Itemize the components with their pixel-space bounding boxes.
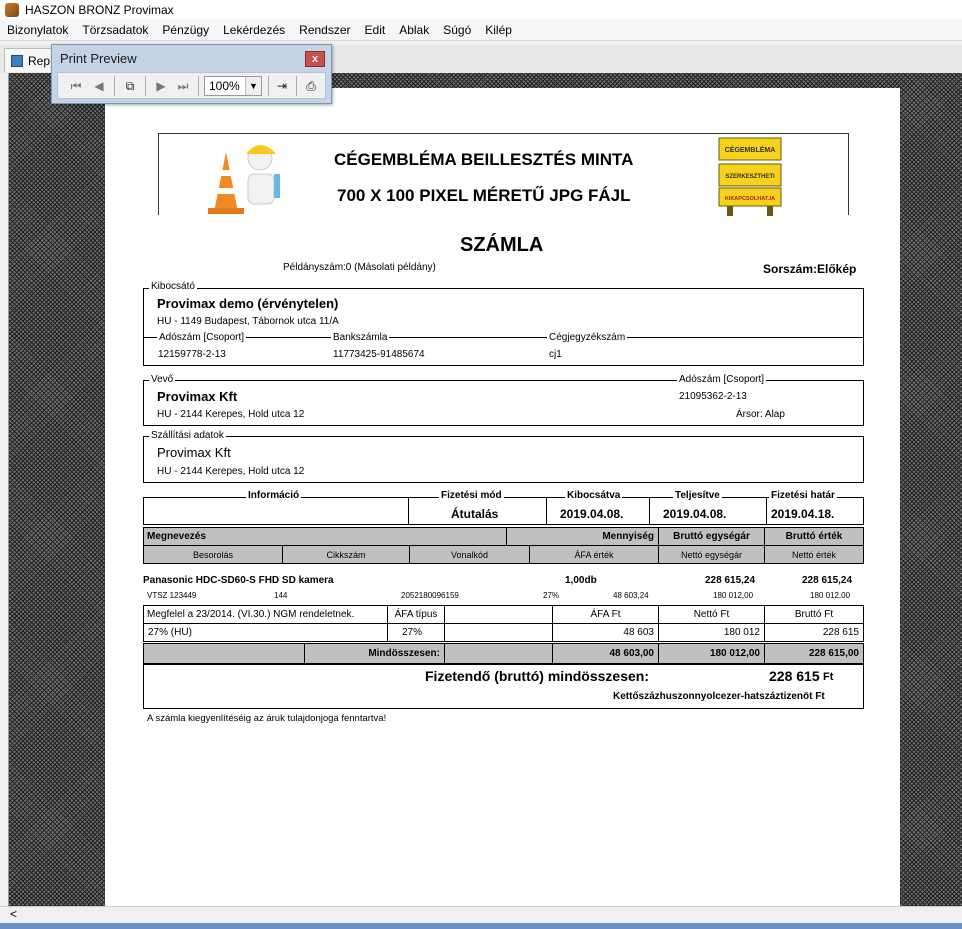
item-barcode: 2052180096159	[401, 591, 459, 600]
item-vat-rate: 27%	[543, 591, 560, 600]
due-label: Fizetési határ	[771, 490, 835, 501]
total-blank	[143, 643, 305, 664]
issuer-reg-value: cj1	[549, 349, 562, 360]
buyer-address: HU - 2144 Kerepes, Hold utca 12	[157, 409, 305, 420]
fulfilled-value: 2019.04.08.	[663, 507, 727, 521]
issuer-reg-label: Cégjegyzékszám	[549, 332, 626, 343]
menu-edit[interactable]: Edit	[364, 22, 386, 37]
next-page-icon[interactable]: ▶	[156, 79, 166, 93]
gross-ft-label: Bruttó Ft	[764, 605, 864, 624]
item-net-unit: 180 012,00	[713, 591, 754, 600]
invoice-page	[105, 88, 900, 906]
multi-page-icon[interactable]: ⧉	[125, 79, 135, 93]
vat-blank-header	[444, 605, 553, 624]
vat-note: Megfelel a 23/2014. (VI.30.) NGM rendeletnek.	[143, 605, 388, 624]
payment-info-row	[143, 497, 864, 525]
due-value: 2019.04.18.	[771, 507, 835, 521]
app-icon	[5, 3, 19, 17]
sign-text-3: KIKAPCSOLHATJA	[724, 196, 776, 202]
col-sku: Cikkszám	[282, 545, 410, 564]
issuer-address: HU - 1149 Budapest, Tábornok utca 11/A	[157, 316, 339, 327]
item-gross-value: 228 615,24	[802, 575, 853, 586]
zoom-value: 100%	[209, 79, 240, 93]
payable-amount: 228 615	[769, 668, 820, 684]
shipping-legend: Szállítási adatok	[151, 430, 224, 441]
issued-value: 2019.04.08.	[560, 507, 624, 521]
sign-text-2: SZERKESZTHETI	[725, 174, 775, 180]
total-blank-2	[444, 643, 553, 664]
menu-ablak[interactable]: Ablak	[399, 22, 430, 37]
item-gross-unit: 228 615,24	[705, 575, 756, 586]
toolbar-separator	[114, 76, 115, 96]
buyer-legend: Vevő	[151, 374, 174, 385]
previous-page-icon[interactable]: ◀	[94, 79, 104, 93]
vat-row-type: 27%	[387, 623, 445, 642]
menu-bar	[0, 19, 962, 41]
net-ft-label: Nettó Ft	[658, 605, 765, 624]
horizontal-scrollbar[interactable]	[0, 906, 962, 923]
toolbar-separator	[145, 76, 146, 96]
logo-banner	[158, 133, 849, 215]
buyer-name: Provimax Kft	[157, 389, 238, 404]
menu-sugo[interactable]: Súgó	[443, 22, 472, 37]
info-label: Információ	[248, 490, 300, 501]
export-icon[interactable]: ⇥	[276, 79, 288, 93]
footer-note: A számla kiegyenlítéséig az áruk tulajdonjoga fenntartva!	[147, 713, 387, 724]
toolbar-separator	[268, 76, 269, 96]
col-name: Megnevezés	[143, 527, 507, 546]
issuer-bank-value: 11773425-91485674	[333, 349, 425, 360]
item-net-value: 180 012,00	[810, 591, 851, 600]
buyer-pricelist: Ársor: Alap	[736, 409, 785, 420]
issuer-tax-label: Adószám [Csoport]	[159, 332, 245, 343]
col-net-value: Nettó érték	[764, 545, 864, 564]
total-vat: 48 603,00	[552, 643, 659, 664]
status-strip	[0, 923, 962, 929]
payable-words: Kettőszázhuszonnyolcezer-hatszáztizenöt Ft	[613, 691, 825, 702]
menu-lekerdezes[interactable]: Lekérdezés	[223, 22, 286, 37]
total-label: Mindösszesen:	[304, 643, 445, 664]
col-gross-value: Bruttó érték	[764, 527, 864, 546]
construction-figure-icon	[194, 134, 294, 216]
item-name: Panasonic HDC-SD60-S FHD SD kamera	[143, 575, 334, 586]
vat-row-net: 180 012	[658, 623, 765, 642]
print-preview-window[interactable]	[51, 44, 332, 104]
serial-number: Sorszám:Előkép	[763, 262, 857, 276]
menu-bizonylatok[interactable]: Bizonylatok	[7, 22, 69, 37]
shipping-name: Provimax Kft	[157, 445, 231, 460]
report-icon	[11, 55, 23, 67]
item-sku: 144	[274, 591, 288, 600]
payable-label: Fizetendő (bruttó) mindösszesen:	[425, 668, 649, 684]
issuer-name: Provimax demo (érvénytelen)	[157, 296, 339, 311]
invoice-title: SZÁMLA	[460, 234, 544, 256]
buyer-tax-value: 21095362-2-13	[679, 391, 747, 402]
item-qty: 1,00db	[565, 575, 597, 586]
menu-kilep[interactable]: Kilép	[485, 22, 512, 37]
issuer-bank-label: Bankszámla	[333, 332, 388, 343]
issuer-tax-value: 12159778-2-13	[158, 349, 226, 360]
col-barcode: Vonalkód	[409, 545, 530, 564]
col-classification: Besorolás	[143, 545, 283, 564]
print-preview-toolbar	[57, 72, 326, 99]
menu-penzugy[interactable]: Pénzügy	[162, 22, 210, 37]
logo-text-line2: 700 X 100 PIXEL MÉRETŰ JPG FÁJL	[337, 186, 631, 205]
col-vat-value: ÁFA érték	[529, 545, 659, 564]
fulfilled-label: Teljesítve	[675, 490, 720, 501]
print-icon[interactable]: ⎙	[306, 79, 316, 93]
col-net-unit: Nettó egységár	[658, 545, 765, 564]
col-qty: Mennyiség	[506, 527, 659, 546]
shipping-address: HU - 2144 Kerepes, Hold utca 12	[157, 466, 305, 477]
toolbar-separator	[198, 76, 199, 96]
col-gross-unit: Bruttó egységár	[658, 527, 765, 546]
payment-method-label: Fizetési mód	[441, 490, 502, 501]
chevron-down-icon[interactable]: ▼	[245, 77, 261, 95]
window-title: HASZON BRONZ Provimax	[25, 2, 174, 17]
item-classification: VTSZ 123449	[147, 591, 197, 600]
tab-report-label: Rep	[28, 53, 51, 68]
issuer-legend: Kibocsátó	[151, 281, 195, 292]
vat-row-vat: 48 603	[552, 623, 659, 642]
window-titlebar	[0, 0, 962, 19]
vat-row-label: 27% (HU)	[143, 623, 388, 642]
print-preview-title: Print Preview	[60, 51, 137, 66]
sign-text-1: CÉGEMBLÉMA	[724, 147, 776, 154]
logo-text-line1: CÉGEMBLÉMA BEILLESZTÉS MINTA	[334, 150, 634, 169]
sign-icon	[715, 136, 785, 218]
copy-number: Példányszám:0 (Másolati példány)	[283, 262, 436, 273]
total-net: 180 012,00	[658, 643, 765, 664]
vat-ft-label: ÁFA Ft	[552, 605, 659, 624]
vat-row-gross: 228 615	[764, 623, 864, 642]
buyer-tax-label: Adószám [Csoport]	[679, 374, 765, 385]
last-page-icon[interactable]: ⏭	[177, 79, 189, 93]
scroll-left-icon[interactable]: <	[10, 907, 18, 921]
toolbar-separator	[296, 76, 297, 96]
close-icon[interactable]: x	[305, 51, 325, 67]
menu-rendszer[interactable]: Rendszer	[299, 22, 351, 37]
item-vat-value: 48 603,24	[613, 591, 649, 600]
menu-torzsadatok[interactable]: Törzsadatok	[82, 22, 149, 37]
zoom-select[interactable]	[204, 76, 262, 96]
payable-currency: Ft	[823, 671, 834, 683]
vat-type-label: ÁFA típus	[387, 605, 445, 624]
total-gross: 228 615,00	[764, 643, 864, 664]
payment-method-value: Átutalás	[451, 507, 499, 521]
first-page-icon[interactable]: ⏮	[70, 79, 82, 93]
vat-row-blank	[444, 623, 553, 642]
issued-label: Kibocsátva	[567, 490, 621, 501]
